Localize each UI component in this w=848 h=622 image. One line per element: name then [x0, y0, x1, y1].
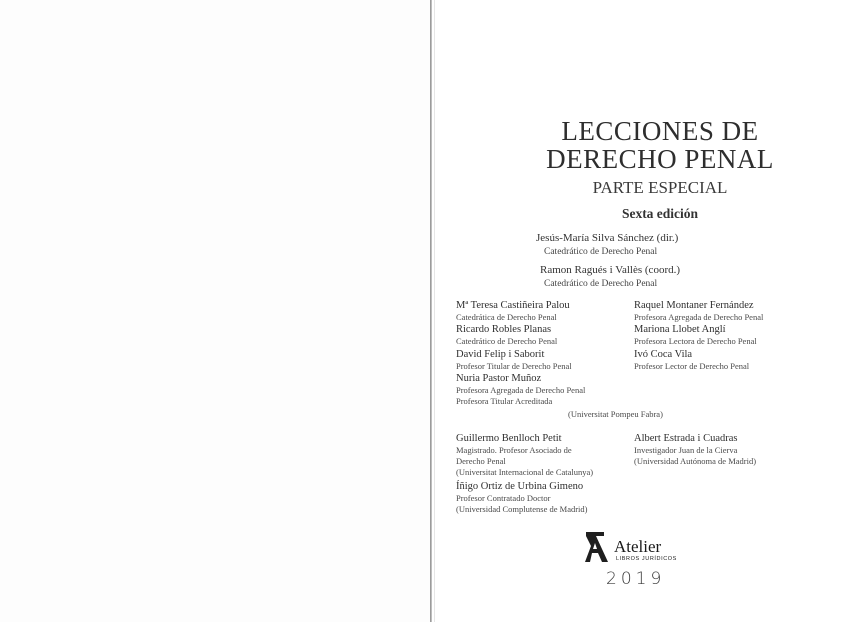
author-role: (Universitat Internacional de Catalunya)	[456, 467, 594, 477]
book-gutter-shadow	[434, 0, 435, 622]
director-role: Catedrático de Derecho Penal	[544, 247, 658, 257]
author-name: Mª Teresa Castiñeira Palou	[456, 300, 570, 311]
author-name: Guillermo Benlloch Petit	[456, 433, 562, 444]
author-role: (Universidad Autónoma de Madrid)	[634, 456, 757, 466]
author-role: Profesora Titular Acreditada	[456, 396, 553, 406]
book-subtitle: PARTE ESPECIAL	[592, 178, 728, 197]
author-name: Raquel Montaner Fernández	[634, 300, 754, 311]
author-name: Albert Estrada i Cuadras	[634, 433, 738, 444]
author-role: Catedrático de Derecho Penal	[456, 336, 558, 346]
author-name: Ricardo Robles Planas	[456, 324, 552, 335]
author-name: Nuria Pastor Muñoz	[456, 373, 542, 384]
book-title-line-2: DERECHO PENAL	[546, 144, 774, 174]
author-role: Profesor Lector de Derecho Penal	[634, 361, 750, 371]
author-role: Profesora Agregada de Derecho Penal	[634, 312, 764, 322]
author-role: Profesor Titular de Derecho Penal	[456, 361, 572, 371]
author-role: Profesora Agregada de Derecho Penal	[456, 385, 586, 395]
author-name: Ivó Coca Vila	[634, 349, 693, 360]
book-edition: Sexta edición	[621, 206, 699, 221]
coordinator-role: Catedrático de Derecho Penal	[544, 279, 658, 289]
coordinator-name: Ramon Ragués i Vallès (coord.)	[540, 264, 681, 276]
book-title-line-1: LECCIONES DE	[561, 116, 759, 146]
title-page	[436, 0, 848, 622]
author-role: Profesor Contratado Doctor	[456, 493, 551, 503]
handwritten-year: 2019	[606, 569, 666, 589]
director-name: Jesús-María Silva Sánchez (dir.)	[536, 232, 679, 244]
author-role: Investigador Juan de la Cierva	[634, 445, 738, 455]
book-gutter	[430, 0, 432, 622]
author-role: (Universidad Complutense de Madrid)	[456, 504, 588, 514]
author-name: Íñigo Ortiz de Urbina Gimeno	[456, 481, 584, 492]
author-role: Profesora Lectora de Derecho Penal	[634, 336, 757, 346]
author-role: Magistrado. Profesor Asociado de	[456, 445, 572, 455]
institution-upf: (Universitat Pompeu Fabra)	[568, 409, 663, 419]
publisher-name: Atelier	[614, 537, 662, 556]
atelier-logo-icon	[582, 530, 612, 564]
author-name: Mariona Llobet Anglí	[634, 324, 726, 335]
author-role: Derecho Penal	[456, 456, 506, 466]
author-name: David Felip i Saborit	[456, 349, 545, 360]
publisher-tagline: LIBROS JURÍDICOS	[616, 556, 677, 562]
author-role: Catedrática de Derecho Penal	[456, 312, 557, 322]
